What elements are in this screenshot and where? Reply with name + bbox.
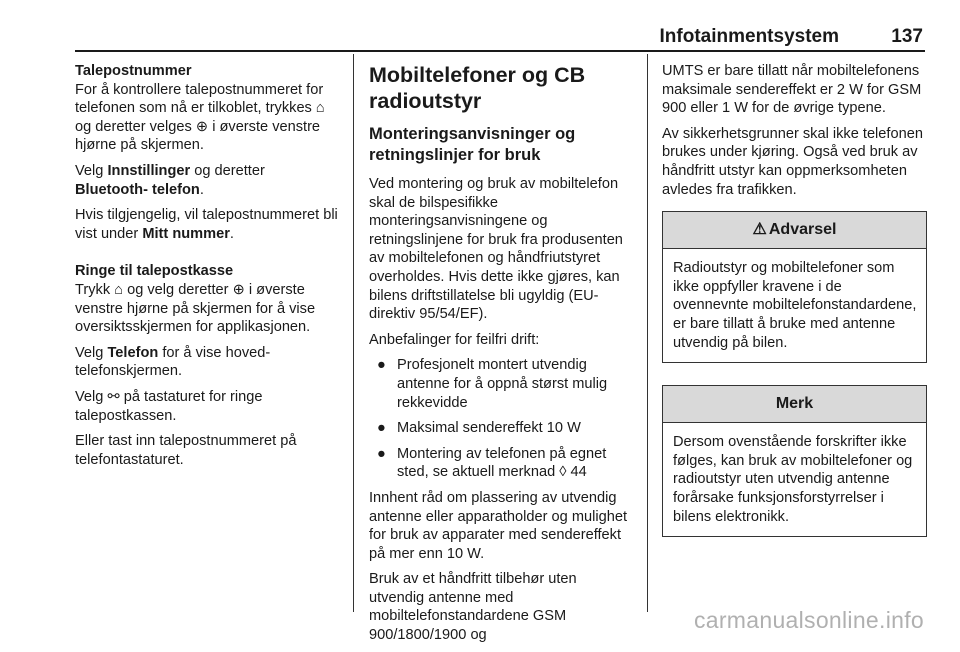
voicemail-icon: ⚯ <box>107 388 120 405</box>
column-divider <box>647 54 648 612</box>
bullet-icon: ● <box>377 445 386 462</box>
section-title: Mobiltelefoner og CB radioutstyr <box>369 63 586 113</box>
text: i øverste venstre hjørne på skjermen. <box>75 118 321 154</box>
warning-icon: ⚠ <box>752 221 767 239</box>
text: Velg <box>75 162 104 179</box>
list-item <box>369 419 634 438</box>
paragraph <box>75 206 340 243</box>
paragraph: UMTS er bare tillatt når mobiltelefonens maksimale sendereffekt er 2 W for GSM 900 eller 1 W for de øvrige typene. <box>662 63 922 117</box>
list-item <box>369 445 634 482</box>
menu-term-phone: Telefon <box>107 344 159 361</box>
page-reference-number: 44 <box>570 464 587 481</box>
options-icon: ⊕ <box>195 118 209 135</box>
paragraph <box>75 162 340 199</box>
list-item-text: Profesjonelt montert utvendig antenne for å oppnå størst mulig rekkevidde <box>397 357 608 411</box>
watermark: carmanualsonline.info <box>693 607 924 633</box>
home-icon: ⌂ <box>315 100 325 117</box>
note-text: Dersom ovenstående forskrifter ikke følges, kan bruk av mobiltelefoner og radioutstyr uten utvendig antenne forårsake funksjonsforstyrrelser i bilens elektronikk. <box>673 434 913 525</box>
note-box <box>662 385 927 537</box>
column-left <box>75 62 340 476</box>
paragraph <box>75 388 340 425</box>
paragraph <box>75 344 340 381</box>
section-heading-voicemail-number: Talepostnummer <box>75 63 192 79</box>
options-icon: ⊕ <box>232 281 245 298</box>
column-divider <box>353 54 354 612</box>
bullet-icon: ● <box>377 357 386 374</box>
menu-term-bluetooth-phone: Bluetooth- telefon <box>75 181 200 198</box>
column-right <box>662 62 927 537</box>
paragraph <box>75 81 340 155</box>
text: i øverste venstre hjørne på skjermen for å vise oversiktsskjermen for applikasjonen. <box>75 281 316 336</box>
text: Velg <box>75 388 104 405</box>
text: Velg <box>75 344 104 361</box>
warning-box-header <box>663 212 926 249</box>
paragraph: Innhent råd om plassering av utvendig antenne eller apparatholder og mulighet for bruk av apparater med sendereffekt på mer enn 10 W. <box>369 489 628 562</box>
list-item <box>369 356 634 412</box>
paragraph <box>75 281 340 337</box>
text: . <box>199 181 204 198</box>
page-reference-icon: ◊ <box>559 464 567 481</box>
list-item-text: Montering av telefonen på egnet sted, se aktuell merknad <box>397 445 607 481</box>
text: og deretter velges <box>75 118 192 135</box>
text: for å vise hoved-telefonskjermen. <box>75 344 271 380</box>
column-middle <box>369 62 634 652</box>
text: og deretter <box>194 162 265 179</box>
paragraph: Bruk av et håndfritt tilbehør uten utvendig antenne med mobiltelefonstandardene GSM 900/1800/1900 og <box>369 571 577 644</box>
bullet-icon: ● <box>377 420 386 437</box>
text: For å kontrollere talepostnummeret for telefonen som nå er tilkoblet, trykkes <box>75 81 324 117</box>
menu-term-settings: Innstillinger <box>107 162 191 179</box>
paragraph: Eller tast inn talepostnummeret på telefontastaturet. <box>75 433 297 468</box>
recommendation-list <box>369 356 634 482</box>
section-subtitle: Monteringsanvisninger og retningslinjer for bruk <box>369 125 576 164</box>
warning-title: Advarsel <box>768 221 837 239</box>
text: og velg deretter <box>127 281 229 298</box>
paragraph: Ved montering og bruk av mobiltelefon skal de bilspesifikke monteringsanvisningene og retningslinjene for bruk fra produsenten av mobiltelefonen og håndfriutstyret overholdes. Hvis dette ikke gjøres, kan bilens driftstillatelse bli ugyldig (EU-direktiv 95/54/EF). <box>369 176 623 323</box>
text: Hvis tilgjengelig, vil talepostnummeret bli vist under <box>75 207 338 242</box>
paragraph: Anbefalinger for feilfri drift: <box>369 331 540 348</box>
text: Trykk <box>75 281 111 298</box>
page-reference-link[interactable] <box>559 464 587 480</box>
home-icon: ⌂ <box>114 281 124 298</box>
text: . <box>229 225 234 242</box>
section-heading-call-voicemail: Ringe til talepostkasse <box>75 263 234 280</box>
text: på tastaturet for ringe talepostkassen. <box>75 388 263 424</box>
note-title: Merk <box>663 386 926 423</box>
warning-box <box>662 211 927 363</box>
warning-text: Radioutstyr og mobiltelefoner som ikke oppfyller kravene i de ovennevnte mobiltelefonstandardene, er bare tillatt å bruke med antenne utvendig på bilen. <box>673 260 917 351</box>
header-title: Infotainmentsystem <box>659 26 839 47</box>
list-item-text: Maksimal sendereffekt 10 W <box>397 420 581 437</box>
page-header <box>75 22 925 52</box>
page-number: 137 <box>891 26 923 47</box>
paragraph: Av sikkerhetsgrunner skal ikke telefonen brukes under kjøring. Også ved bruk av håndfritt utstyr kan oppmerksomheten avledes fra trafikken. <box>662 125 923 198</box>
menu-term-my-number: Mitt nummer <box>142 225 230 242</box>
